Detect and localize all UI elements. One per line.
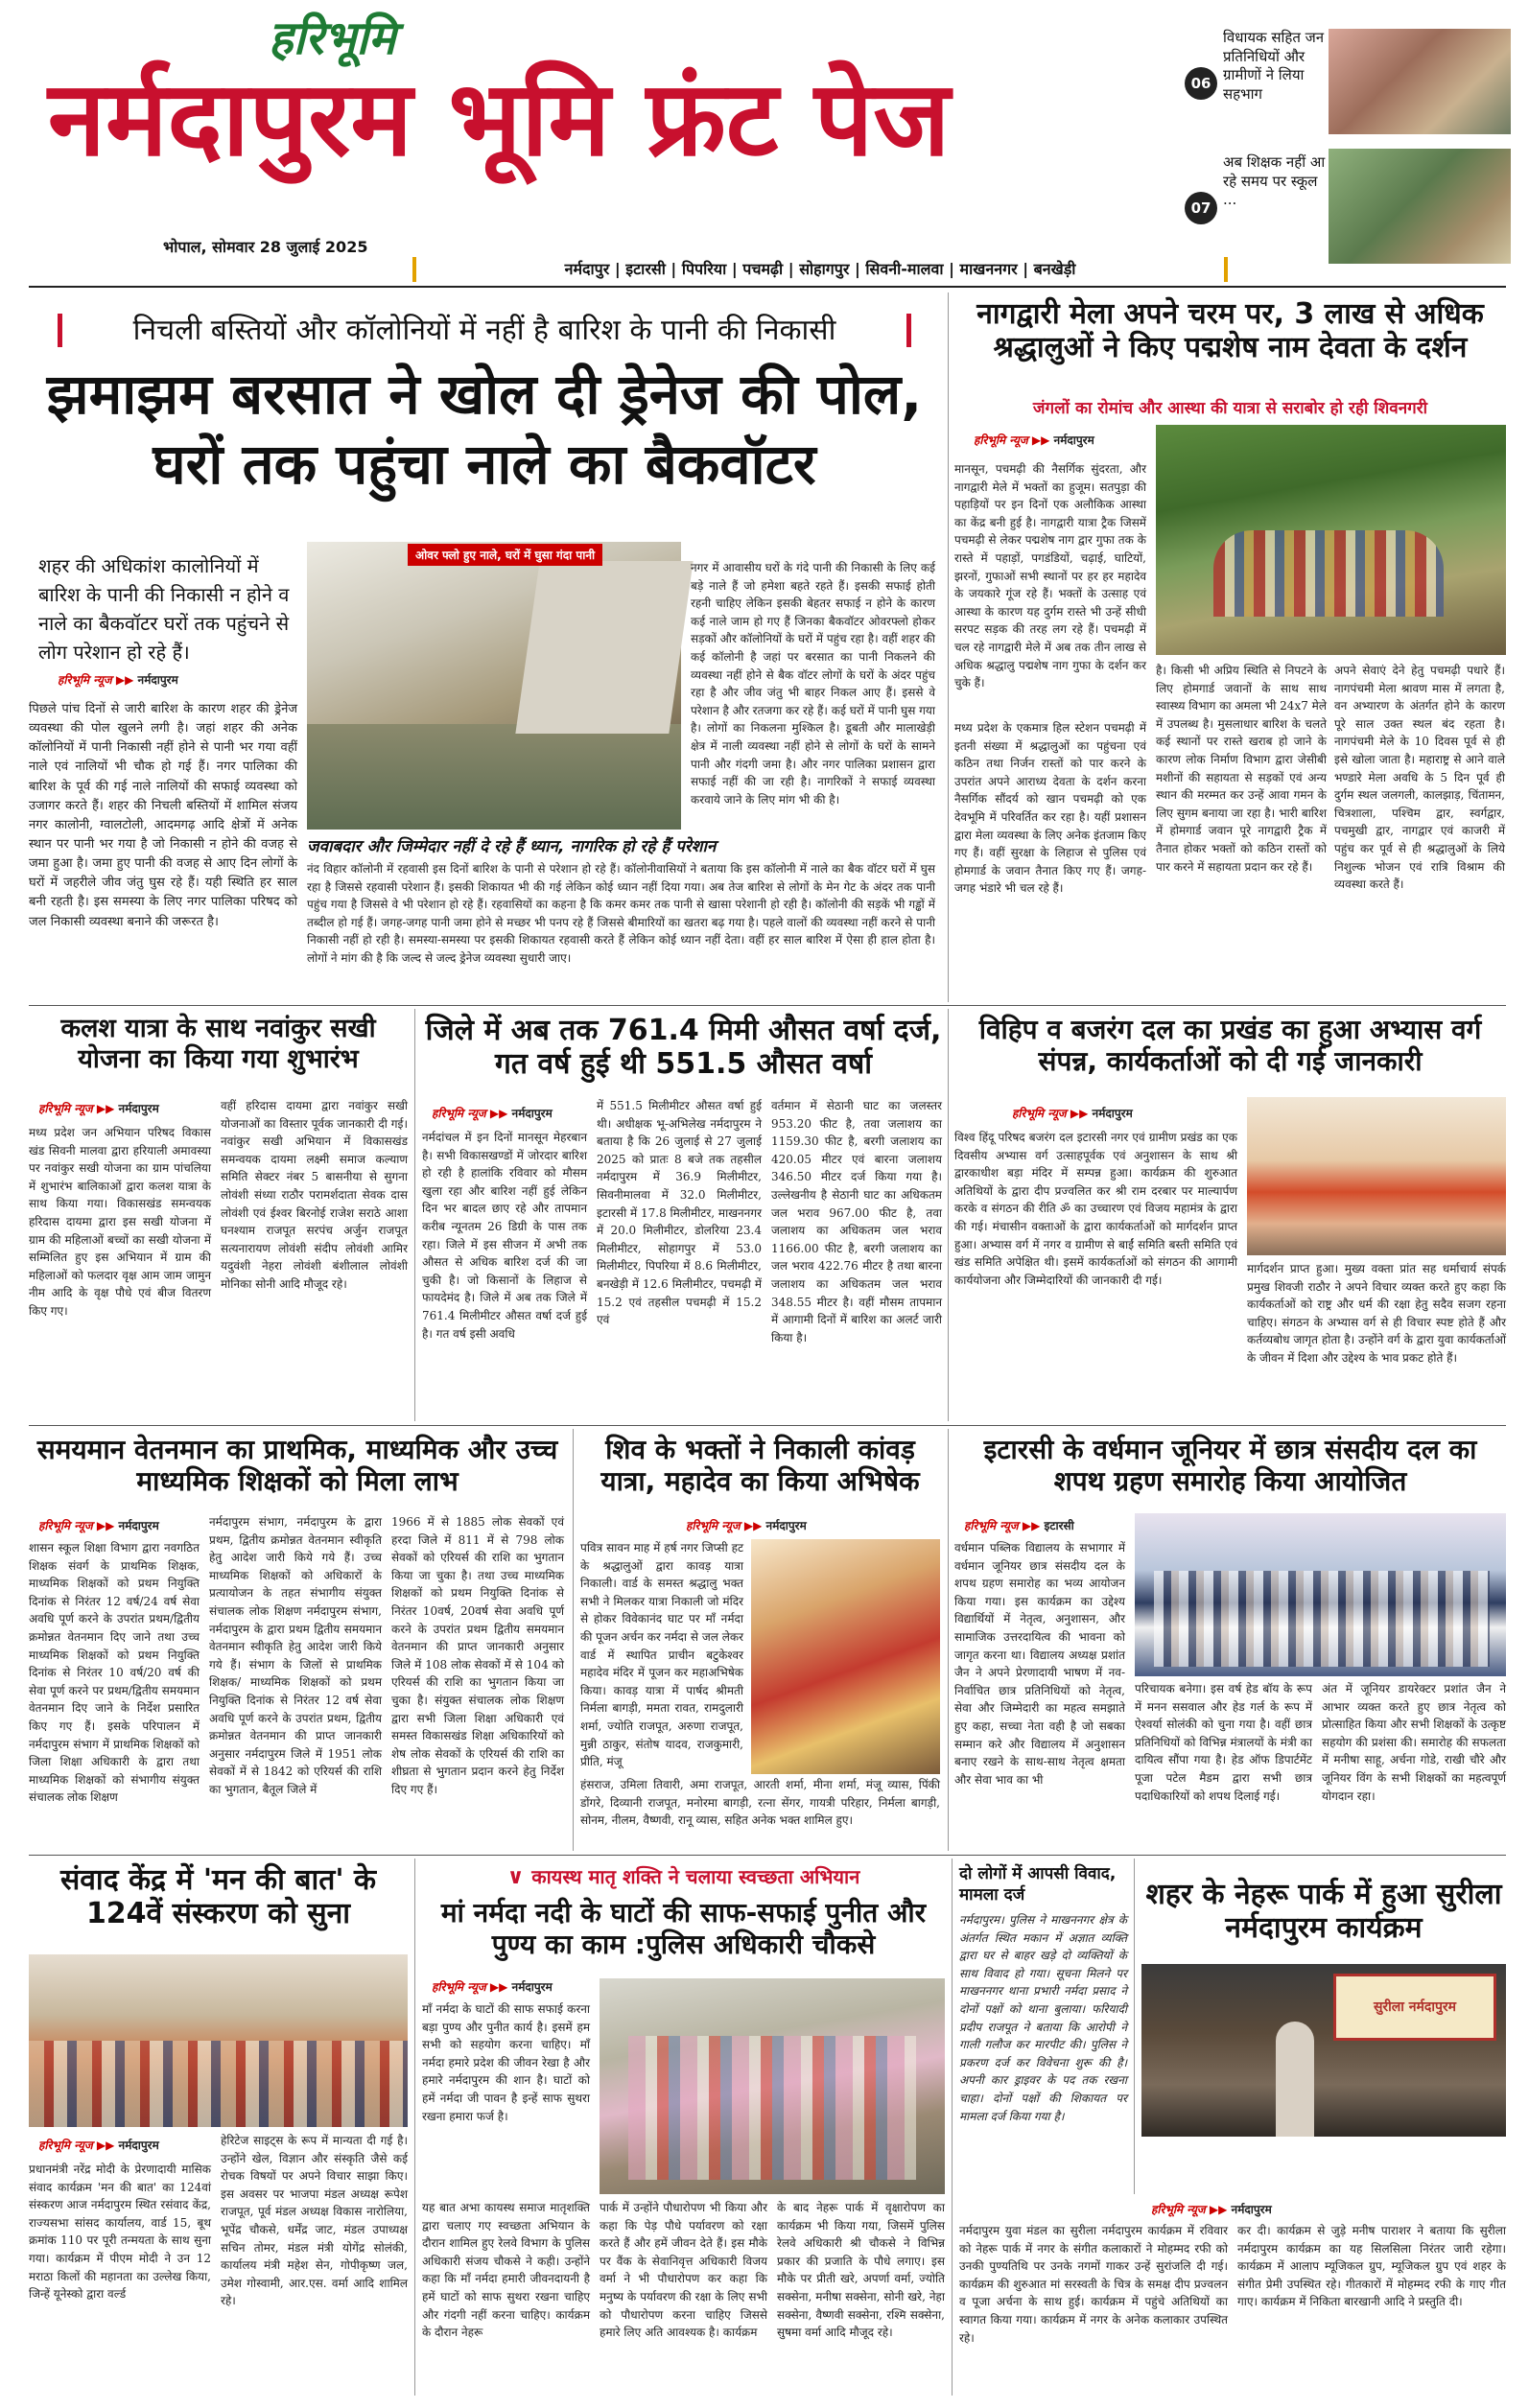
- arrow-icon: ▶▶: [1209, 2203, 1232, 2216]
- mann-ki-baat-byline-source: हरिभूमि न्यूज: [38, 2139, 93, 2152]
- lead-kicker: निचली बस्तियों और कॉलोनियों में नहीं है बारिश के पानी की निकासी: [58, 314, 911, 347]
- narmada-clean-col-3: पार्क में उन्होंने पौधारोपण भी किया और कहा कि पेड़ पौधे पर्यावरण को रक्षा करते हैं और हमें जीवन देते हैं। इस मौके पर वैंक के सेवानिवृत्त अधिकारी विजय वर्मा ने भी पौधारोपण कर कहा कि मनुष्य के पर्यावरण की रक्षा के लिए सभी को पौधारोपण करना चाहिए जिससे हमारे लिए अति आवश्यक है। कार्यक्रम: [600, 2201, 767, 2340]
- brand-logo: हरिभूमि: [269, 12, 396, 65]
- salary-col-3: 1966 में से 1885 लोक सेवकों एवं हरदा जिले में 811 में से 798 लोक सेवकों को एरियर्स की राशि का भुगतान किया जा चुका है। तथा उच्च माध्यमिक शिक्षकों को प्रथम नियुक्ति दिनांक से निरंतर 10वर्ष, 20वर्ष सेवा अवधि पूर्ण करने के उपरांत प्रथम द्वितीय समयमान वेतनमान की प्राप्त जानकारी अनुसार जिले में 108 लोक सेवकों में से 104 को एरियर्स की राशि का भुगतान किया जा चुका है। संयुक्त संचालक लोक शिक्षण द्वारा सभी जिला शिक्षा अधिकारी एवं समस्त विकासखंड शिक्षा अधिकारियों को शेष लोक सेवकों के एरियर्स की राशि का शीघ्रता से भुगतान प्रदान करने हेतु निर्देश दिए गए हैं।: [391, 1515, 564, 1796]
- arrow-icon: ▶▶: [489, 1980, 512, 1994]
- kanwar-byline-source: हरिभूमि न्यूज: [686, 1519, 741, 1532]
- nagdwari-col-4: अपने सेवाएं देने हेतु पचमढ़ी पधारे हैं। नागपंचमी मेला श्रावण मास में लगता है, वन अभ्यारण के अंतर्गत होने के कारण पूरे साल उक्त स्थल बंद रहता है। नागपंचमी मेले के 10 दिवस पूर्व से ही इसे खोला जाता है। महाराष्ट्र से आने वाले भण्डारे मेला अवधि के 5 दिन पूर्व ही दुर्गम स्थल जलगली, कालझाड़, चिंतामन, चित्रशाला, पश्चिम द्वार, स्वर्गद्वार, पचमुखी द्वार, नागद्वार एवं काजरी में पहुंच कर पूर्व से ही श्रद्धालुओं के लिये निशुल्क भोजन एवं रात्रि विश्राम की व्यवस्था करते हैं।: [1334, 664, 1505, 892]
- arrow-icon: ▶▶: [96, 1519, 119, 1532]
- divider-row4-a: [414, 1859, 415, 2396]
- rainfall-byline: [432, 1105, 553, 1121]
- nagdwari-headline: नागद्वारी मेला अपने चरम पर, 3 लाख से अधिक श्रद्धालुओं ने किए पद्मशेष नाम देवता के दर्शन: [976, 297, 1484, 365]
- surila-byline: [1151, 2201, 1272, 2217]
- masthead-title: नर्मदापुरम भूमि फ्रंट पेज: [48, 59, 951, 179]
- lead-headline: झमाझम बरसात ने खोल दी ड्रेनेज की पोल, घरों तक पहुंचा नाले का बैकवॉटर: [46, 362, 923, 497]
- parliament-byline-source: हरिभूमि न्यूज: [964, 1519, 1019, 1532]
- singer-shape: [1276, 2022, 1314, 2137]
- surila-col-1: नर्मदापुरम युवा मंडल का सुरीला नर्मदापुरम कार्यक्रम में रविवार को नेहरू पार्क में नगर के संगीत कलाकारों ने मोहम्मद रफी को उनकी पुण्यतिथि पर उनके नगमों गाकर उन्हें सुरांजलि दी गई। कार्यक्रम की शुरुआत मां सरस्वती के चित्र के समक्ष दीप प्रज्वलन व पूजा अर्चना के साथ हुई। कार्यक्रम में पहुंचे अतिथियों का स्वागत किया गया। कार्यक्रम में नगर के अनेक कलाकार उपस्थित रहे।: [959, 2224, 1228, 2345]
- teaser-2-number: 07: [1185, 192, 1217, 224]
- surila-banner-text: सुरीला नर्मदापुरम: [1373, 1999, 1457, 2015]
- mann-ki-baat-byline: [38, 2137, 159, 2153]
- teaser-panel: [1185, 29, 1511, 269]
- mann-ki-baat-story: [29, 1859, 408, 2396]
- nagdwari-photo: [1156, 425, 1506, 655]
- lead-intro: शहर की अधिकांश कालोनियों में बारिश के पानी की निकासी न होने व नाले का बैकवॉटर घरों तक पहुंचने से लोग परेशान हो रहे हैं।: [38, 554, 290, 664]
- surila-headline: शहर के नेहरू पार्क में हुआ सुरीला नर्मदापुरम कार्यक्रम: [1145, 1878, 1502, 1946]
- kalash-byline-source: हरिभूमि न्यूज: [38, 1102, 93, 1115]
- divider-row-1: [29, 1005, 1506, 1006]
- arrow-icon: ▶▶: [115, 673, 138, 687]
- surila-body: [959, 2201, 1506, 2397]
- vhp-byline: [1012, 1105, 1133, 1121]
- divider-row2-a: [414, 1009, 415, 1421]
- kalash-story: [29, 1009, 408, 1421]
- teaser-2-photo: [1329, 149, 1511, 264]
- vhp-byline-source: हरिभूमि न्यूज: [1012, 1107, 1067, 1120]
- lead-byline: [58, 671, 178, 688]
- dispute-story: [959, 1859, 1127, 2194]
- nagdwari-byline-source: हरिभूमि न्यूज: [974, 433, 1028, 447]
- arrow-icon: ▶▶: [743, 1519, 766, 1532]
- nagdwari-deck: जंगलों का रोमांच और आस्था की यात्रा से सराबोर हो रही शिवनगरी: [1032, 399, 1428, 418]
- teaser-1-photo: [1329, 29, 1511, 134]
- narmada-clean-kicker-row: [422, 1863, 945, 1892]
- narmada-clean-headline: मां नर्मदा नदी के घाटों की साफ-सफाई पुनीत और पुण्य का काम :पुलिस अधिकारी चौकसे: [440, 1897, 927, 1961]
- rainfall-col-3: वर्तमान में सेठानी घाट का जलस्तर 953.20 फीट है, तवा जलाशय का 1159.30 फीट है, बरगी जलाशय का 420.05 मीटर एवं बारना जलाशय 346.50 मीटर दर्ज किया गया है। उल्लेखनीय है सेठानी घाट का अधिकतम जल भराव 967.00 फीट है, तवा जलाशय का अधिकतम जल भराव 1166.00 फीट है, बरगी जलाशय का जल भराव 422.76 मीटर है तथा बारना जलाशय का अधिकतम जल भराव 348.55 मीटर है। वहीं मौसम तापमान में आगामी दिनों में बारिश का अलर्ट जारी किया है।: [771, 1099, 942, 1344]
- kalash-col-2: वहीं हरिदास दायमा द्वारा नवांकुर सखी योजनाओं का विस्तार पूर्वक जानकारी दी गई। नवांकुर सखी अभियान में विकासखंड समन्वयक दायमा लक्ष्मी समाज कल्याण समिति सेक्टर नंबर 5 बासनीया से सुगना लोवंशी संध्या राठौर परामर्शदाता सेवक दास लोवंशी एवं ईश्वर बिरनोई राजेश सराठे आशा घनश्याम राजपूत सरपंच अर्जुन राजपूत सत्यनारायण लोवंशी संदीप लोवंशी आमिर यदुवंशी नेहरा लोवंशी बंशीलाल लोवंशी मोनिका सोनी आदि मौजूद रहे।: [221, 1099, 408, 1291]
- vhp-col-2: मार्गदर्शन प्राप्त हुआ। मुख्य वक्ता प्रांत सह धर्माचार्य संपर्क प्रमुख शिवजी राठौर ने अपने विचार व्यक्त करते हुए कहा कि कार्यकर्ताओं को राष्ट्र और धर्म की रक्षा हेतु सदैव सजग रहना चाहिए। संगठन के अभ्यास वर्ग से ही विचार स्पष्ट होते हैं और कर्तव्यबोध जागृत होता है। उन्होंने वर्ग के द्वारा युवा कार्यकर्ताओं के जीवन में दिशा और उद्देश्य के भाव प्रकट होते हैं।: [1247, 1262, 1506, 1365]
- arrow-icon: ▶▶: [1070, 1107, 1093, 1120]
- nagdwari-byline: [974, 432, 1094, 448]
- arrow-icon: ▶▶: [1022, 1519, 1045, 1532]
- salary-byline: [38, 1517, 159, 1533]
- dateline: भोपाल, सोमवार 28 जुलाई 2025: [163, 238, 368, 256]
- salary-story: [29, 1429, 566, 1851]
- lead-col-1: पिछले पांच दिनों से जारी बारिश के कारण शहर की ड्रेनेज व्यवस्था की पोल खुलने लगी है। जहां शहर की अनेक कॉलोनियों में पानी निकासी नहीं होने से पानी भर गया वहीं नाले एवं नालियों भी चौक हो गई हैं। नगर पालिका की बारिश के पूर्व की गई नाले नालियों की सफाई व्यवस्था को उजागर करते हैं। शहर की निचली बस्तियों में शामिल संजय नगर कालोनी, ग्वालटोली, आदमगढ़ आदि क्षेत्रों में अनेक स्थान पर पानी भर गया है जो निकासी न होने की वजह से जमा हुआ है। जमा हुए पानी की वजह से आए दिन लोगों के घरों में जहरीले जीव जंतु घुस रहे हैं। यही स्थिति हर साल बनी रहती है। इस समस्या के लिए नगर पालिका परिषद को जल निकासी व्यवस्था बनाने की जरूरत है।: [29, 702, 297, 929]
- divider-row3-b: [948, 1429, 949, 1851]
- kanwar-col-2: हंसराज, उमिला तिवारी, अमा राजपूत, आरती शर्मा, मीना शर्मा, मंजू व्यास, पिंकी डोंगरे, दिव्यानी राजपूत, मनोरमा बागड़ी, रत्ना सेंगर, गायत्री परिहार, निर्मला बागड़ी, सोनम, नीलम, वैष्णवी, रानू व्यास, सहित अनेक भक्त शामिल हुए।: [580, 1778, 940, 1828]
- rainfall-byline-place: नर्मदापुरम: [511, 1107, 553, 1120]
- salary-headline: समयमान वेतनमान का प्राथमिक, माध्यमिक और उच्च माध्यमिक शिक्षकों को मिला लाभ: [36, 1434, 558, 1498]
- pilgrims-shape: [1213, 530, 1444, 617]
- teaser-1[interactable]: [1185, 29, 1325, 134]
- divider-row-3: [29, 1855, 1506, 1856]
- divider-lead-right: [948, 292, 949, 1002]
- rainfall-byline-source: हरिभूमि न्यूज: [432, 1107, 486, 1120]
- divider-row2-b: [948, 1009, 949, 1421]
- parliament-byline-place: इटारसी: [1044, 1519, 1074, 1532]
- arrow-icon: ▶▶: [1031, 433, 1054, 447]
- dispute-headline: दो लोगों में आपसी विवाद, मामला दर्ज: [959, 1864, 1117, 1905]
- nagdwari-byline-place: नर्मदापुरम: [1053, 433, 1094, 447]
- city-bar: [412, 257, 1228, 282]
- parliament-headline: इटारसी के वर्धमान जूनियर में छात्र संसदीय दल का शपथ ग्रहण समारोह किया आयोजित: [983, 1434, 1477, 1498]
- mann-ki-baat-col-1: प्रधानमंत्री नरेंद्र मोदी के प्रेरणादायी मासिक संवाद कार्यक्रम 'मन की बात' का 124वां संस्करण आज नर्मदापुरम स्थित रसंवाद केंद्र, राज्यसभा सांसद कार्यालय, वार्ड 15, बूथ क्रमांक 110 पर पूरी तन्मयता के साथ सुना गया। कार्यक्रम में पीएम मोदी ने उन 12 मराठा किलों की महानता का उल्लेख किया, जिन्हें यूनेस्को द्वारा वर्ल्ड: [29, 2163, 211, 2302]
- kanwar-byline-place: नर्मदापुरम: [765, 1519, 807, 1532]
- rainfall-col-2: में 551.5 मिलीमीटर औसत वर्षा हुई थी। अधीक्षक भू-अभिलेख नर्मदापुरम ने बताया है कि 26 जुलाई से 27 जुलाई 2025 को प्रातः 8 बजे तक तहसील नर्मदापुरम में 36.9 मिलीमीटर, सिवनीमालवा में 32.0 मिलीमीटर, इटारसी में 17.8 मिलीमीटर, माखननगर में 20.0 मिलीमीटर, डोलरिया 23.4 मिलीमीटर, सोहागपुर में 53.0 मिलीमीटर, पिपरिया में 8.6 मिलीमीटर, बनखेड़ी में 12.6 मिलीमीटर, पचमढ़ी में 15.2 एवं तहसील पचमढ़ी में 15.2 एवं: [597, 1099, 762, 1327]
- salary-col-2: नर्मदापुरम संभाग, नर्मदापुरम के द्वारा प्रथम, द्वितीय क्रमोन्नत वेतनमान स्वीकृति हेतु आदेश जारी किये गये हैं। उच्च माध्यमिक शिक्षकों को अधिकारों के प्रत्यायोजन के तहत संभागीय संयुक्त संचालक लोक शिक्षण नर्मदापुरम संभाग, नर्मदापुरम के द्वारा प्रथम द्वितीय समयमान वेतनमान स्वीकृति हेतु आदेश जारी किये गये हैं। संभाग के जिलों से प्राथमिक शिक्षक/ माध्यमिक शिक्षकों को प्रथम नियुक्ति दिनांक से निरंतर 12 वर्ष सेवा अवधि पूर्ण करने के उपरांत प्रथम, द्वितीय क्रमोन्नत वेतनमान की प्राप्त जानकारी अनुसार नर्मदापुरम जिले में 1951 लोक सेवकों में से 1842 को एरियर्स की राशि का भुगतान, बैतूल जिले में: [209, 1515, 382, 1796]
- lead-subhead: जवाबदार और जिम्मेदार नहीं दे रहे हैं ध्यान, नागरिक हो रहे हैं परेशान: [307, 837, 717, 856]
- nagdwari-col-2: मध्य प्रदेश के एकमात्र हिल स्टेशन पचमढ़ी में इतनी संख्या में श्रद्धालुओं का पहुंचना एवं कठिन तथा निर्जन रास्तों को पार करने के उपरांत अपने आराध्य देवता के दर्शन करना नैसर्गिक सौंदर्य को खान पचमढ़ी को एक देवभूमि में परिवर्तित कर रहा है। यहीं प्रशासन द्वारा मेला व्यवस्था के लिए अनेक इंतजाम किए गए हैं। वहीं सुरक्षा के लिहाज से पुलिस एवं होमगार्ड के जवान तैनात किए गए हैं। जगह-जगह भंडारे भी चल रहे हैं।: [954, 721, 1146, 896]
- city-list: नर्मदापुर | इटारसी | पिपरिया | पचमढ़ी | सोहागपुर | सिवनी-मालवा | माखननगर | बनखेड़ी: [564, 260, 1076, 278]
- mann-ki-baat-col-2: हेरिटेज साइट्स के रूप में मान्यता दी गई है। उन्होंने खेल, विज्ञान और संस्कृति जैसे कई रोचक विषयों पर अपने विचार साझा किए। इस अवसर पर भाजपा मंडल अध्यक्ष रूपेश राजपूत, पूर्व मंडल अध्यक्ष विकास नारोलिया, भूपेंद्र चौकसे, धर्मेंद्र जाट, मंडल उपाध्यक्ष सचिन तोमर, मंडल मंत्री योगेंद्र सोलंकी, कार्यालय मंत्री महेश सेन, गोपीकृष्ण जल, उमेश गोस्वामी, आर.एस. वर्मा आदि शामिल रहे।: [221, 2134, 408, 2308]
- narmada-clean-byline-source: हरिभूमि न्यूज: [432, 1980, 486, 1994]
- kanwar-headline: शिव के भक्तों ने निकाली कांवड़ यात्रा, महादेव का किया अभिषेक: [600, 1434, 920, 1498]
- vhp-col-1: विश्व हिंदू परिषद बजरंग दल इटारसी नगर एवं ग्रामीण प्रखंड का एक दिवसीय अभ्यास वर्ग उत्साहपूर्वक एवं अनुशासन के साथ श्री द्वारकाधीश बड़ा मंदिर में सम्पन्न हुआ। कार्यक्रम की शुरुआत अतिथियों के द्वारा दीप प्रज्वलित कर श्री राम दरबार पर माल्यार्पण करके व संगठन की रीति ॐ का उच्चारण एवं विजय महामंत्र के द्वारा की गई। मंचासीन वक्ताओं के द्वारा कार्यकर्ताओं को मार्गदर्शन प्राप्त हुआ। अभ्यास वर्ग में नगर व ग्रामीण से बाईं समिति बस्ती समिति एवं खंड समिति अपेक्षित थी। इसमें कार्यकर्ताओं को संगठन की आगामी कार्ययोजना और जिम्मेदारियों की जानकारी दी गई।: [954, 1131, 1237, 1287]
- teaser-2[interactable]: [1185, 153, 1326, 259]
- narmada-clean-byline-place: नर्मदापुरम: [511, 1980, 553, 1994]
- masthead: [29, 6, 1180, 280]
- surila-col-2: कर दी। कार्यक्रम से जुड़े मनीष पाराशर ने बताया कि सुरीला नर्मदापुरम कार्यक्रम का यह सिलसिला निरंतर जारी रहेगा। कार्यक्रम में आलाप म्यूजिकल ग्रुप, म्यूजिकल ग्रुप एवं शहर के संगीत प्रेमी उपस्थित रहे। गीतकारों में मोहम्मद रफी के गाए गीत गाए। कार्यक्रम में निकिता बारखानी आदि ने प्रस्तुति दी।: [1237, 2224, 1506, 2309]
- dispute-text: नर्मदापुरम। पुलिस ने माखननगर क्षेत्र के अंतर्गत स्थित मकान में अज्ञात व्यक्ति द्वारा घर से बाहर खड़े दो व्यक्तियों के साथ विवाद हो गया। सूचना मिलने पर माखननगर थाना प्रभारी नर्मदा प्रसाद ने दोनों पक्षों को थाना बुलाया। फरियादी प्रदीप राजपूत ने बताया कि आरोपी ने गाली गलौज कर मारपीट की। पुलिस ने प्रकरण दर्ज कर विवेचना शुरू की है। अपनी कार ड्राइवर के पद तक रखना चाहा। दोनों पक्षों की शिकायत पर मामला दर्ज किया गया है।: [959, 1913, 1127, 2123]
- narmada-clean-photo: [600, 1978, 945, 2194]
- volunteers-shape: [628, 2036, 916, 2180]
- narmada-clean-byline: [432, 1978, 553, 1995]
- mann-ki-baat-headline: संवाद केंद्र में 'मन की बात' के 124वें संस्करण को सुना: [59, 1863, 377, 1931]
- teaser-2-text: अब शिक्षक नहीं आ रहे समय पर स्कूल ...: [1223, 153, 1326, 208]
- rainfall-headline: जिले में अब तक 761.4 मिमी औसत वर्षा दर्ज, गत वर्ष हुई थी 551.5 औसत वर्षा: [425, 1014, 942, 1082]
- vhp-photo: [1247, 1097, 1506, 1255]
- divider-row4-c: [1134, 1859, 1135, 2194]
- arrow-icon: ▶▶: [96, 1102, 119, 1115]
- salary-byline-place: नर्मदापुरम: [118, 1519, 159, 1532]
- lead-photo: [307, 542, 681, 830]
- kanwar-story: [580, 1429, 940, 1851]
- narmada-clean-kicker: कायस्थ मातृ शक्ति ने चलाया स्वच्छता अभियान: [531, 1865, 860, 1888]
- audience-shape: [29, 2041, 408, 2127]
- masthead-divider: [29, 286, 1506, 288]
- arrow-icon: ▶▶: [489, 1107, 512, 1120]
- teaser-1-number: 06: [1185, 67, 1217, 100]
- kalash-col-1: मध्य प्रदेश जन अभियान परिषद विकास खंड सिवनी मालवा द्वारा हरियाली अमावस्या पर नवांकुर सखी योजना का ग्राम पांचलिया में शुभारंभ बालिकाओं द्वारा कलश यात्रा के साथ किया गया। विकासखंड समन्वयक हरिदास दायमा द्वारा इस सखी योजना में ग्राम की महिलाओं बच्चों का सखी योजना में सम्मिलित हुए इस अभियान में ग्राम की महिलाओं को फलदार वृक्ष आम जाम जामुन नीम आदि के वृक्ष पौधे एवं बीज वितरण किए गए।: [29, 1126, 211, 1318]
- wall-shape: [515, 561, 693, 734]
- lead-sub-text: नंद विहार कॉलोनी में रहवासी इस दिनों बारिश के पानी से परेशान हो रहे हैं। कॉलोनीवासियों ने बताया कि इस कॉलोनी में नाले का बैक वॉटर घरों में घुस रहा है जिससे रहवासी परेशान हैं। इसकी शिकायत भी की गई लेकिन कोई ध्यान नहीं दिया गया। अब तेज बारिश से लोगों के मेन गेट के अंदर तक पानी पहुंच गया है जिससे वे भी परेशान हो रहे हैं। रहवासियों का कहना है कि कमर कमर तक पानी से खासा परेशानी हो रही है। कॉलोनी की सड़कें भी गड्ढों में तब्दील हो गई हैं। जगह-जगह पानी जमा होने से मच्छर भी पनप रहे हैं जिससे बीमारियों का खतरा बढ़ गया है। पहले वालों की व्यवस्था नहीं करने से पानी निकासी नहीं हो रही है। समस्या-समस्या पर इसकी शिकायत रहवासी करते हैं लेकिन कोई ध्यान नहीं देता। वहीं हर साल बारिश में ऐसा ही हाल होता है। लोगों ने मांग की है कि जल्द से जल्द ड्रेनेज व्यवस्था सुधारी जाए।: [307, 862, 935, 965]
- surila-banner: [1333, 1974, 1496, 2041]
- lead-story: [29, 292, 940, 1002]
- narmada-clean-col-1: माँ नर्मदा के घाटों की साफ सफाई करना बड़ा पुण्य और पुनीत कार्य है। इसमें हम सभी को सहयोग करना चाहिए। माँ नर्मदा हमारे प्रदेश की जीवन रेखा है और हमारे नर्मदापुरम की शान है। घाटों को हमें नर्मदा जी पावन है इन्हें साफ सुथरा रखना हमारा फर्ज है।: [422, 2002, 590, 2123]
- lead-photo-caption: ओवर फ्लो हुए नाले, घरों में घुसा गंदा पानी: [408, 544, 602, 566]
- surila-byline-source: हरिभूमि न्यूज: [1151, 2203, 1206, 2216]
- kalash-headline: कलश यात्रा के साथ नवांकुर सखी योजना का किया गया शुभारंभ: [60, 1014, 376, 1074]
- narmada-clean-col-4: के बाद नेहरू पार्क में वृक्षारोपण का कार्यक्रम भी किया गया, जिसमें पुलिस रेलवे अधिकारी श्री चौकसे ने विभिन्न प्रकार की प्रजाति के पौधे लगाए। इस मौके पर प्रीती खरे, अपर्णा वर्मा, ज्योति सक्सेना, मनीषा सक्सेना, सोनी खरे, नेहा सक्सेना, वैष्णवी सक्सेना, रश्मि सक्सेना, सुषमा वर्मा आदि मौजूद रहे।: [777, 2201, 945, 2340]
- parliament-byline: [964, 1517, 1074, 1533]
- parliament-photo: [1135, 1513, 1506, 1676]
- narmada-clean-story: [422, 1859, 945, 2396]
- teaser-1-text: विधायक सहित जन प्रतिनिधियों और ग्रामीणों ने लिया सहभाग: [1223, 29, 1325, 103]
- parliament-story: [954, 1429, 1506, 1851]
- vhp-story: [954, 1009, 1506, 1421]
- narmada-clean-col-2: यह बात अभा कायस्थ समाज मातृशक्ति द्वारा चलाए गए स्वच्छता अभियान के दौरान शामिल हुए रेलवे विभाग के पुलिस अधिकारी संजय चौकसे ने कही। उन्होंने कहा कि माँ नर्मदा हमारी जीवनदायनी है हमें घाटों को साफ सुथरा रखना चाहिए और गंदगी नहीं करना चाहिए। कार्यक्रम के दौरान नेहरू: [422, 2201, 590, 2340]
- arrow-icon: ▶▶: [96, 2139, 119, 2152]
- parliament-col-2: परिचायक बनेगा। इस वर्ष हेड बॉय के रूप में मनन ससवाल और हेड गर्ल के रूप में ऐश्वर्या सोलंकी को चुना गया है। वहीं छात्र प्रतिनिधियों को विभिन्न मंत्रालयों के मंत्री का दायित्व सौंपा गया है। हेड ऑफ डिपार्टमेंट पूजा पटेल मैडम द्वारा सभी छात्र पदाधिकारियों को शपथ दिलाई गई।: [1135, 1682, 1312, 1803]
- parliament-col-3: अंत में जूनियर डायरेक्टर प्रशांत जैन ने आभार व्यक्त करते हुए छात्र नेतृत्व को प्रोत्साहित किया और सभी शिक्षकों के उत्कृष्ट सहयोग की प्रशंसा की। समारोह की सफलता में मनीषा साहू, अर्चना गोडे, राखी चौरे और जूनियर विंग के सभी शिक्षकों का महत्वपूर्ण योगदान रहा।: [1322, 1682, 1506, 1803]
- lead-col-2: नगर में आवासीय घरों के गंदे पानी की निकासी के लिए कई बड़े नाले हैं जो हमेशा बहते रहते हैं। इसकी सफाई होती रहनी चाहिए लेकिन इसकी बेहतर सफाई न होने के कारण कई नाले जाम हो गए हैं जिनका बैकवॉटर ओवरफ्लो होकर सड़कों और कॉलोनियों के घरों में पहुंच रहा है। वहीं शहर की कई कॉलोनी है जहां पर बरसात का पानी निकलने की व्यवस्था नहीं होने से बैक वॉटर लोगों के घरों के अंदर पहुंच रहा है और जीव जंतु भी बाहर निकल आए हैं। इससे वे परेशान है और रतजगा कर रहे हैं। कई घरों में पानी घुस गया है। लोगों का निकलना मुश्किल है। डूबती और मालाखेड़ी क्षेत्र में नाली व्यवस्था नहीं होने से लोगों के घरों के सामने पानी और गंदगी जमा है। और नगर पालिका प्रशासन द्वारा सफाई नहीं की जा रही है। नागरिकों ने सफाई व्यवस्था करवाये जाने के लिए मांग भी की है।: [691, 561, 935, 807]
- parliament-col-1: वर्धमान पब्लिक विद्यालय के सभागार में वर्धमान जूनियर छात्र संसदीय दल के शपथ ग्रहण समारोह का भव्य आयोजन किया गया। इस कार्यक्रम का उद्देश्य विद्यार्थियों में नेतृत्व, अनुशासन, और सामाजिक उत्तरदायित्व की भावना को जागृत करना था। विद्यालय अध्यक्ष प्रशांत जैन ने अपने प्रेरणादायी भाषण में नव-निर्वाचित छात्र प्रतिनिधियों को नेतृत्व, सेवा और जिम्मेदारी का महत्व समझाते हुए कहा, सच्चा नेता वही है जो सबका सम्मान करे और विद्यालय में अनुशासन बनाए रखने के साथ-साथ नेतृत्व क्षमता और सेवा भाव का भी: [954, 1541, 1125, 1787]
- surila-byline-place: नर्मदापुरम: [1231, 2203, 1272, 2216]
- chevron-down-icon: ∨: [506, 1865, 532, 1889]
- kanwar-byline: [686, 1517, 807, 1533]
- students-shape: [1154, 1571, 1490, 1667]
- flood-water-shape: [307, 724, 681, 830]
- kanwar-photo: [751, 1539, 940, 1774]
- divider-row4-b: [952, 1859, 953, 2396]
- salary-byline-source: हरिभूमि न्यूज: [38, 1519, 93, 1532]
- vhp-headline: विहिप व बजरंग दल का प्रखंड का हुआ अभ्यास वर्ग संपन्न, कार्यकर्ताओं को दी गई जानकारी: [978, 1014, 1482, 1078]
- rainfall-col-1: नर्मदांचल में इन दिनों मानसून मेहरबान है। सभी विकासखण्डों में जोरदार बारिश हो रही है हालांकि रविवार को मौसम खुला रहा और बारिश नहीं हुई लेकिन दिन भर बादल छाए रहे और तापमान करीब न्यूनतम 26 डिग्री के पास तक रहा। जिले में इस सीजन में अभी तक औसत से अधिक बारिश दर्ज की जा चुकी है। जो किसानों के लिहाज से फायदेमंद है। जिले में अब तक जिले में 761.4 मिलीमीटर औसत वर्षा दर्ज हुई है। गत वर्ष इसी अवधि: [422, 1131, 587, 1341]
- rainfall-story: [422, 1009, 945, 1421]
- nagdwari-story: [954, 292, 1506, 1002]
- kalash-byline: [38, 1100, 159, 1116]
- lead-byline-source: हरिभूमि न्यूज: [58, 673, 112, 687]
- divider-row3-a: [573, 1429, 574, 1851]
- nagdwari-col-1: मानसून, पचमढ़ी की नैसर्गिक सुंदरता, और नागद्वारी मेले में भक्तों का हुजूम। सतपुड़ा की पहाड़ियों पर इन दिनों एक अलौकिक आस्था का केंद्र बनी हुई है। नागद्वारी यात्रा ट्रैक जिसमें पचमढ़ी से लेकर पद्मशेष नाग द्वार गुफा तक के रास्ते में पहाड़ों, पगडंडियों, चढ़ाई, घाटियों, झरनों, गुफाओं सभी स्थानों पर हर हर महादेव के जयकारे गूंज रहे हैं। भक्तों के उत्साह एवं आस्था के कारण यह दुर्गम रास्ते भी उन्हें सीधी सरपट सड़क की तरह लग रहे हैं। पचमढ़ी में चल रहे नागद्वारी मेले में अब तक तीन लाख से अधिक श्रद्धालु पद्मशेष नाग गुफा के दर्शन कर चुके हैं।: [954, 462, 1146, 690]
- lead-byline-place: नर्मदापुरम: [137, 673, 178, 687]
- nagdwari-col-3: है। किसी भी अप्रिय स्थिति से निपटने के लिए होमगार्ड जवानों के साथ साथ स्वास्थ्य विभाग का अमला भी 24x7 मेले में उपलब्ध है। मुसलाधार बारिश के चलते कई स्थानों पर रास्ते खराब हो जाने के कारण लोक निर्माण विभाग द्वारा जेसीबी मशीनों की सहायता से सड़कों एवं अन्य स्थान की मरम्मत कर उन्हें आवा गमन के लिए सुगम बनाया जा रहा है। भारी बारिश में होमगार्ड जवान पूरे नागद्वारी ट्रैक में तैनात होकर भक्तों को कठिन रास्तों को पार करने में सहायता प्रदान कर रहे हैं।: [1156, 664, 1327, 874]
- mann-ki-baat-byline-place: नर्मदापुरम: [118, 2139, 159, 2152]
- salary-col-1: शासन स्कूल शिक्षा विभाग द्वारा नवगठित शिक्षक संवर्ग के प्राथमिक शिक्षक, माध्यमिक शिक्षकों को प्रथम नियुक्ति दिनांक से निरंतर 12 वर्ष/24 वर्ष सेवा अवधि पूर्ण करने के उपरांत प्रथम/द्वितीय क्रमोन्नत वेतनमान दिए जाने तथा उच्च माध्यमिक शिक्षकों को प्रथम नियुक्ति दिनांक से निरंतर 10 वर्ष/20 वर्ष की सेवा पूर्ण करने पर प्रथम/द्वितीय समयमान वेतनमान दिए जाने के निर्देश प्रसारित किए गए हैं। इसके परिपालन में नर्मदापुरम संभाग में प्राथमिक शिक्षकों को जिला शिक्षा अधिकारी के द्वारा तथा माध्यमिक शिक्षकों को संभागीय संयुक्त संचालक लोक शिक्षण: [29, 1541, 200, 1805]
- kanwar-col-1: पवित्र सावन माह में हर्ष नगर जिप्सी हट के श्रद्धालुओं द्वारा कावड़ यात्रा निकाली। वार्ड के समस्त श्रद्धालु भक्त सभी ने मिलकर यात्रा निकाली जो मंदिर से होकर विवेकानंद घाट पर माँ नर्मदा की पूजन अर्चन कर नर्मदा से जल लेकर वार्ड में स्थापित प्राचीन बटुकेश्वर महादेव मंदिर में पूजन कर महाअभिषेक किया। कावड़ यात्रा में पार्षद श्रीमती निर्मला बागड़ी, ममता रावत, रामदुलारी शर्मा, ज्योति राजपूत, अरुणा राजपूत, मुन्नी ठाकुर, संतोष यादव, राजकुमारी, प्रीति, मंजू: [580, 1541, 743, 1769]
- surila-photo: [1141, 1964, 1506, 2137]
- divider-row-2: [29, 1425, 1506, 1426]
- mann-ki-baat-photo: [29, 1954, 408, 2127]
- kalash-byline-place: नर्मदापुरम: [118, 1102, 159, 1115]
- vhp-byline-place: नर्मदापुरम: [1092, 1107, 1133, 1120]
